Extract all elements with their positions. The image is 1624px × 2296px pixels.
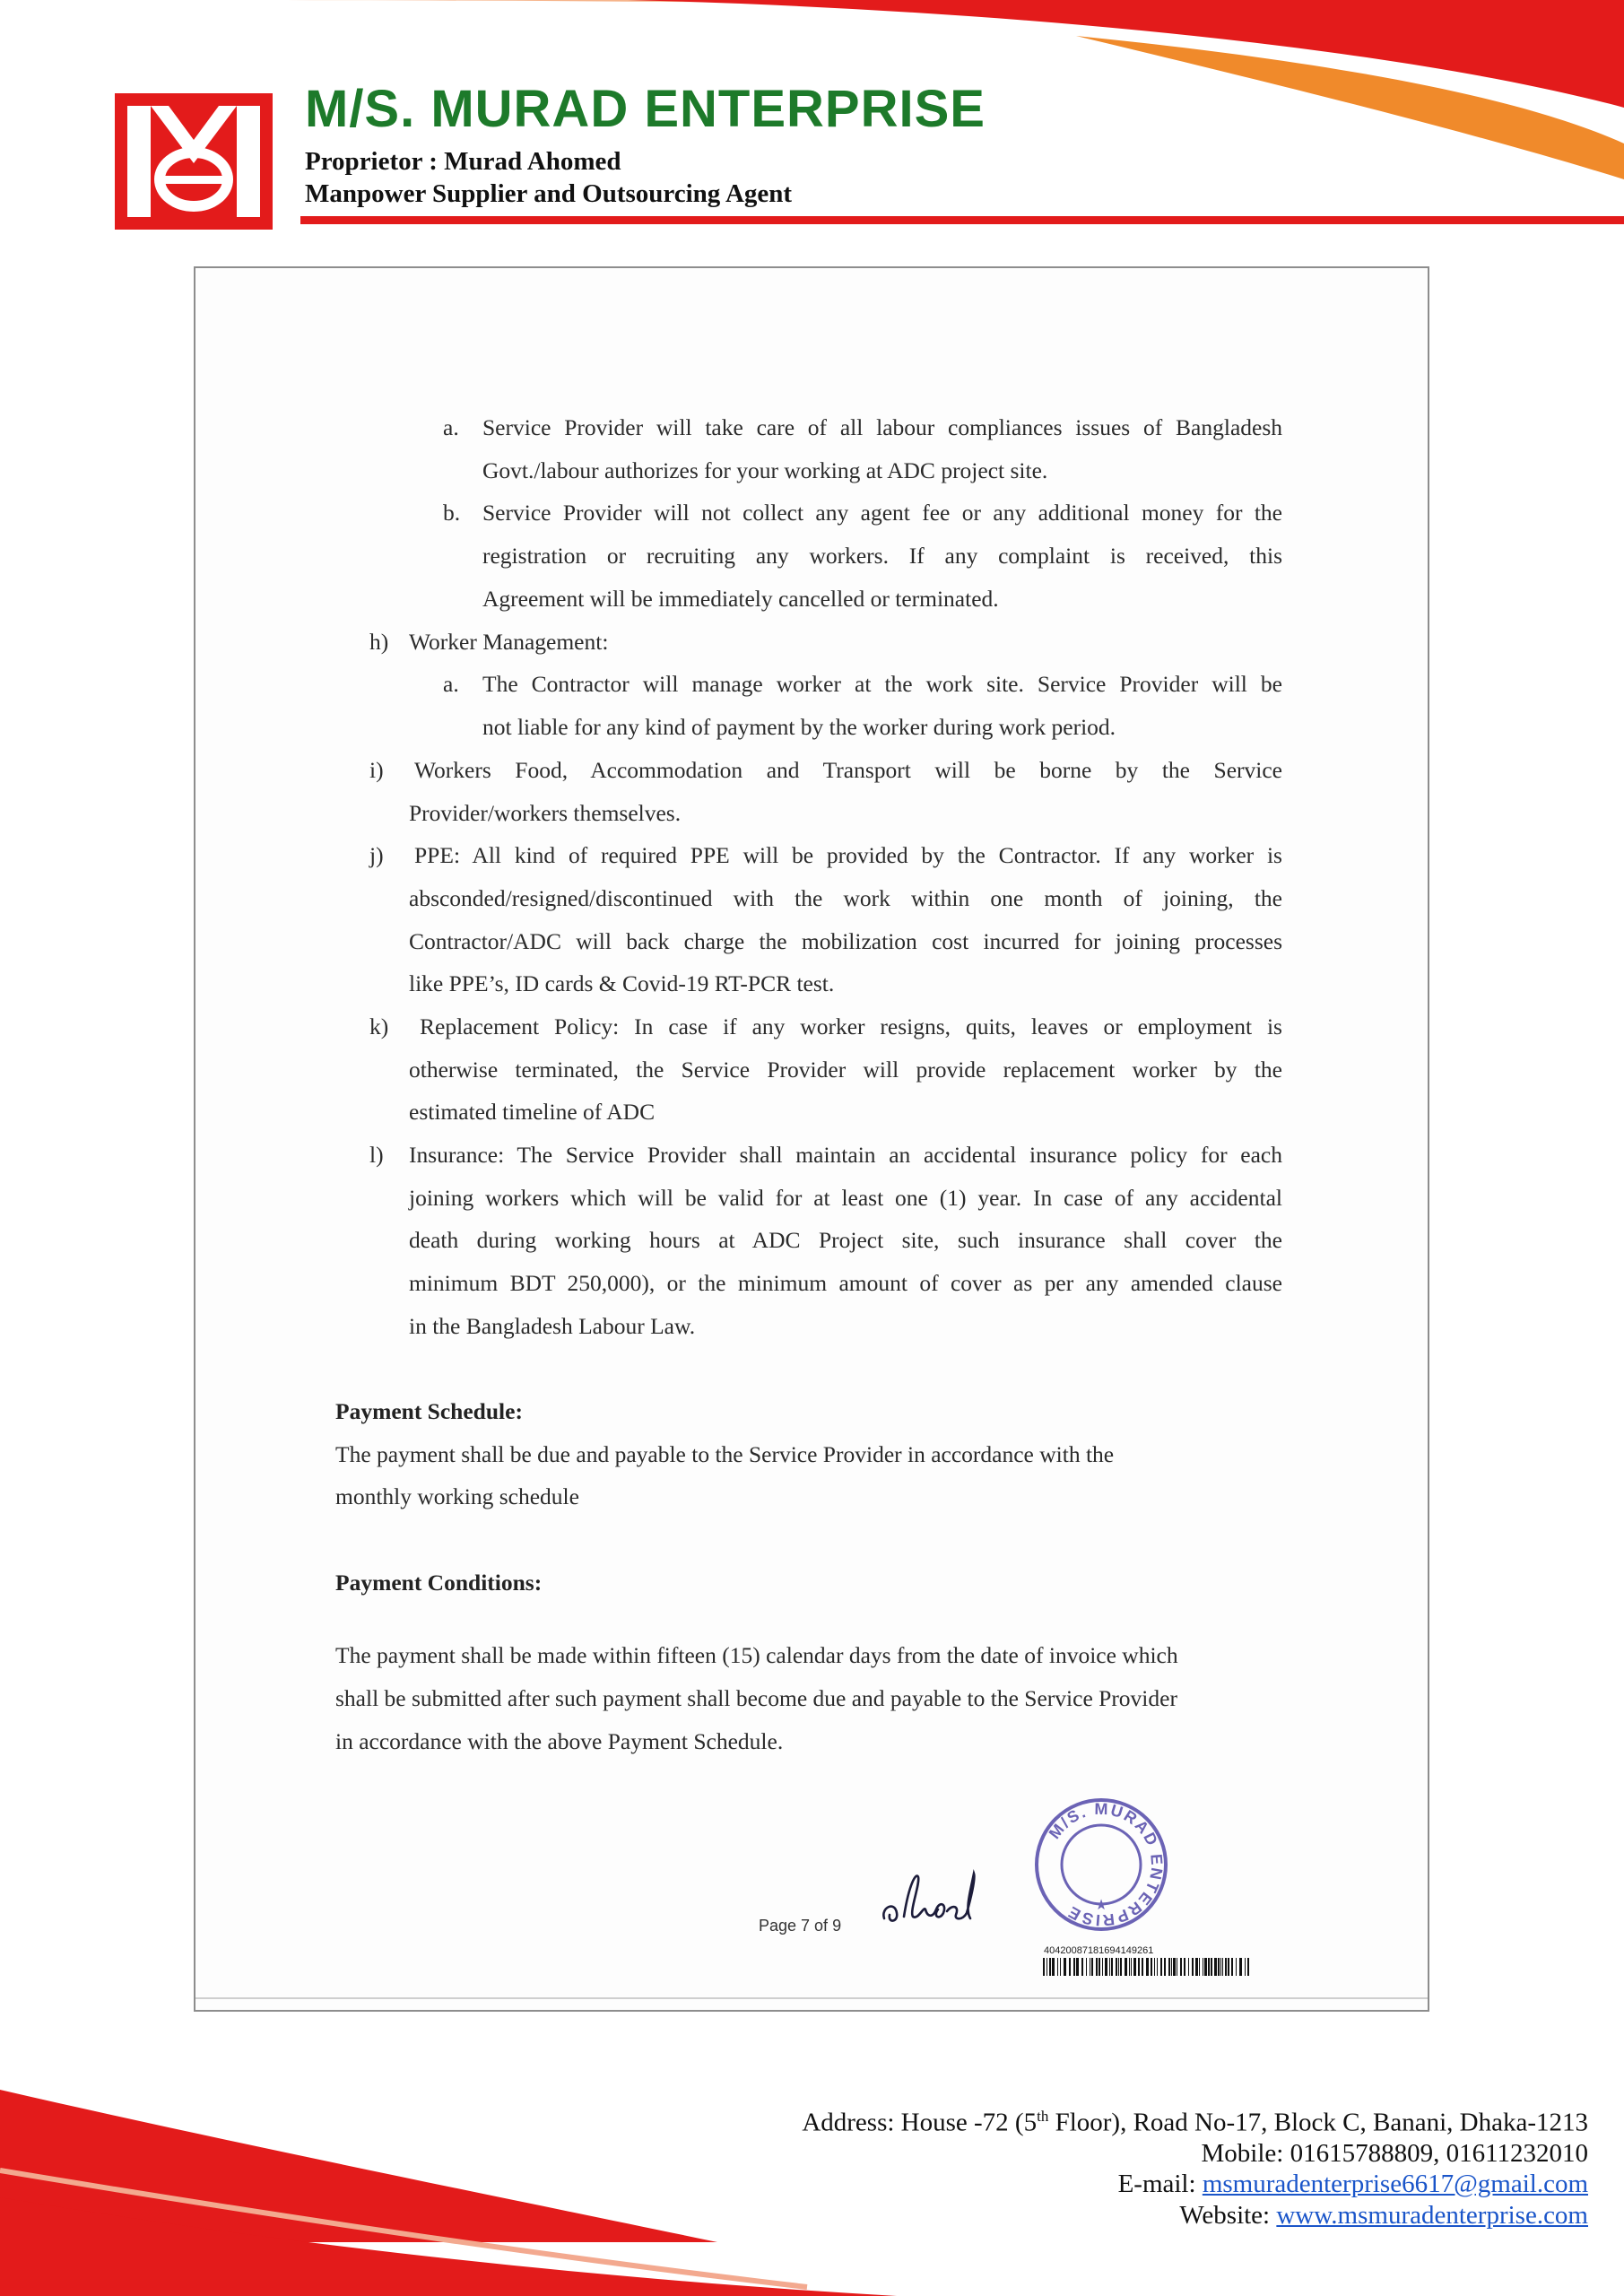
barcode-bar	[1118, 1958, 1119, 1976]
barcode-bar	[1231, 1958, 1233, 1976]
clause-line: minimum BDT 250,000), or the minimum amount of cover as per any amended clause	[409, 1270, 1282, 1296]
barcode-bar	[1046, 1958, 1047, 1976]
clause-title: Worker Management:	[409, 629, 609, 655]
barcode-bar	[1239, 1958, 1242, 1976]
header-rule	[300, 216, 1624, 224]
list-marker: i)	[369, 757, 384, 783]
barcode-bar	[1222, 1958, 1223, 1976]
barcode-bar	[1073, 1958, 1075, 1976]
clause-line: death during working hours at ADC Project site, such insurance shall cover the	[409, 1227, 1282, 1253]
proprietor-line: Proprietor : Murad Ahomed	[305, 147, 621, 176]
clause-line: Replacement Policy: In case if any worker resigns, quits, leaves or employment is	[420, 1013, 1282, 1039]
footer-address: Address: House -72 (5th Floor), Road No-17, Block C, Banani, Dhaka-1213	[802, 2108, 1588, 2137]
payment-schedule-heading: Payment Schedule:	[335, 1398, 523, 1424]
scan-edge-line	[195, 1997, 1428, 1999]
barcode-bar	[1160, 1958, 1162, 1976]
clause-line: not liable for any kind of payment by the worker during work period.	[482, 714, 1116, 740]
clause-line: Contractor/ADC will back charge the mobilization cost incurred for joining processes	[409, 928, 1282, 954]
barcode	[1043, 1958, 1366, 1976]
barcode-bar	[1099, 1958, 1100, 1976]
barcode-bar	[1133, 1958, 1136, 1976]
company-stamp	[1029, 1793, 1173, 1936]
barcode-bar	[1125, 1958, 1127, 1976]
signature	[877, 1865, 985, 1936]
barcode-bar	[1096, 1958, 1098, 1976]
barcode-bar	[1102, 1958, 1103, 1976]
barcode-bar	[1195, 1958, 1198, 1976]
barcode-number: 40420087181694149261	[1044, 1945, 1154, 1956]
footer-website: Website: www.msmuradenterprise.com	[1179, 2201, 1588, 2230]
scanned-page	[194, 266, 1429, 2012]
barcode-bar	[1081, 1958, 1083, 1976]
clause-line: Insurance: The Service Provider shall maintain an accidental insurance policy for each	[409, 1142, 1282, 1168]
clause-line: otherwise terminated, the Service Provider will provide replacement worker by the	[409, 1057, 1282, 1083]
barcode-bar	[1142, 1958, 1143, 1976]
barcode-bar	[1184, 1958, 1185, 1976]
paragraph-line: in accordance with the above Payment Schedule.	[335, 1728, 784, 1754]
document-body	[195, 268, 1428, 2010]
clause-line: registration or recruiting any workers. If any complaint is received, this	[482, 543, 1282, 569]
barcode-bar	[1164, 1958, 1166, 1976]
barcode-bar	[1157, 1958, 1158, 1976]
clause-line: joining workers which will be valid for at least one (1) year. In case of any accidental	[409, 1185, 1282, 1211]
barcode-bar	[1086, 1958, 1087, 1976]
barcode-bar	[1129, 1958, 1130, 1976]
clause-line: Service Provider will take care of all labour compliances issues of Bangladesh	[482, 414, 1282, 440]
page-number: Page 7 of 9	[759, 1917, 842, 1935]
barcode-bar	[1214, 1958, 1217, 1976]
barcode-bar	[1120, 1958, 1122, 1976]
barcode-bar	[1211, 1958, 1212, 1976]
clause-line: Agreement will be immediately cancelled or terminated.	[482, 586, 999, 612]
clause-line: Service Provider will not collect any agent fee or any additional money for the	[482, 500, 1282, 526]
barcode-bar	[1052, 1958, 1055, 1976]
barcode-bar	[1154, 1958, 1155, 1976]
barcode-bar	[1236, 1958, 1237, 1976]
barcode-bar	[1116, 1958, 1117, 1976]
footer-mobile: Mobile: 01615788809, 01611232010	[1201, 2139, 1588, 2168]
payment-conditions-heading: Payment Conditions:	[335, 1570, 543, 1596]
barcode-bar	[1208, 1958, 1210, 1976]
list-marker: a.	[443, 671, 459, 697]
barcode-bar	[1199, 1958, 1200, 1976]
barcode-bar	[1057, 1958, 1058, 1976]
barcode-bar	[1105, 1958, 1107, 1976]
barcode-bar	[1204, 1958, 1207, 1976]
barcode-bar	[1064, 1958, 1066, 1976]
email-link[interactable]: msmuradenterprise6617@gmail.com	[1202, 2170, 1588, 2198]
barcode-bar	[1043, 1958, 1045, 1976]
barcode-bar	[1188, 1958, 1189, 1976]
tagline: Manpower Supplier and Outsourcing Agent	[305, 179, 793, 208]
list-marker: l)	[369, 1142, 384, 1168]
barcode-bar	[1247, 1958, 1249, 1976]
barcode-bar	[1192, 1958, 1194, 1976]
list-marker: h)	[369, 629, 389, 655]
barcode-bar	[1220, 1958, 1221, 1976]
barcode-bar	[1146, 1958, 1149, 1976]
clause-line: absconded/resigned/discontinued with the work within one month of joining, the	[409, 885, 1282, 911]
clause-line: Govt./labour authorizes for your working at ADC project site.	[482, 457, 1048, 483]
paragraph-line: The payment shall be due and payable to the Service Provider in accordance with the	[335, 1441, 1115, 1467]
clause-line: estimated timeline of ADC	[409, 1099, 656, 1125]
barcode-bar	[1060, 1958, 1061, 1976]
barcode-bar	[1138, 1958, 1140, 1976]
paragraph-line: The payment shall be made within fifteen (15) calendar days from the date of invoice which	[335, 1642, 1178, 1668]
barcode-bar	[1131, 1958, 1132, 1976]
barcode-bar	[1171, 1958, 1172, 1976]
barcode-bar	[1069, 1958, 1071, 1976]
barcode-bar	[1173, 1958, 1176, 1976]
paragraph-line: monthly working schedule	[335, 1483, 579, 1509]
barcode-bar	[1111, 1958, 1113, 1976]
clause-line: Provider/workers themselves.	[409, 800, 682, 826]
list-marker: a.	[443, 414, 459, 440]
barcode-bar	[1076, 1958, 1079, 1976]
barcode-bar	[1180, 1958, 1182, 1976]
barcode-bar	[1245, 1958, 1246, 1976]
barcode-bar	[1218, 1958, 1220, 1976]
list-marker: b.	[443, 500, 461, 526]
list-marker: k)	[369, 1013, 389, 1039]
list-marker: j)	[369, 842, 384, 868]
barcode-bar	[1228, 1958, 1229, 1976]
company-logo	[115, 93, 273, 230]
barcode-bar	[1091, 1958, 1093, 1976]
barcode-bar	[1168, 1958, 1170, 1976]
barcode-bar	[1225, 1958, 1227, 1976]
clause-line: like PPE’s, ID cards & Covid-19 RT-PCR test.	[409, 970, 835, 996]
paragraph-line: shall be submitted after such payment shall become due and payable to the Service Provider	[335, 1685, 1177, 1711]
website-link[interactable]: www.msmuradenterprise.com	[1276, 2201, 1588, 2230]
company-name: M/S. MURAD ENTERPRISE	[305, 80, 986, 138]
barcode-bar	[1109, 1958, 1110, 1976]
barcode-bar	[1151, 1958, 1152, 1976]
clause-line: Workers Food, Accommodation and Transport will be borne by the Service	[414, 757, 1282, 783]
clause-line: The Contractor will manage worker at the work site. Service Provider will be	[482, 671, 1282, 697]
svg-text:M/S. MURAD ENTERPRISE: M/S. MURAD ENTERPRISE	[1045, 1799, 1167, 1930]
footer-email: E-mail: msmuradenterprise6617@gmail.com	[1117, 2170, 1588, 2198]
svg-text:★: ★	[1094, 1898, 1108, 1913]
clause-line: PPE: All kind of required PPE will be provided by the Contractor. If any worker is	[414, 842, 1282, 868]
barcode-bar	[1049, 1958, 1051, 1976]
clause-line: in the Bangladesh Labour Law.	[409, 1313, 696, 1339]
